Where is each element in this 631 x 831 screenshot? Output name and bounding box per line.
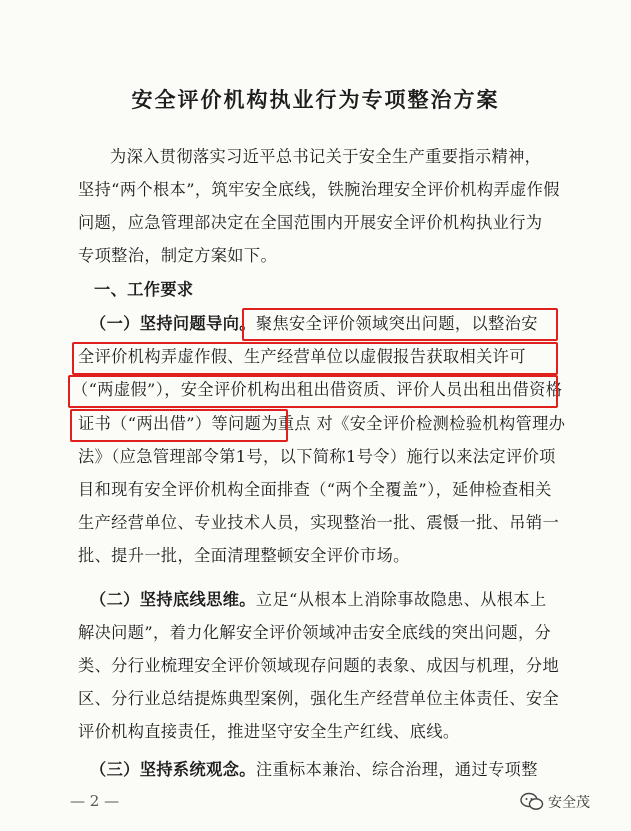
item2-label: （二）坚持底线思维。 (90, 590, 256, 609)
item2-first-line (90, 590, 590, 610)
item1-line-6: 目和现有安全评价机构全面排查（“两个全覆盖”），延伸检查相关 (78, 480, 552, 499)
item1-line-7: 生产经营单位、专业技术人员，实现整治一批、震慑一批、吊销一 (78, 513, 560, 532)
intro-line-4: 专项整治，制定方案如下。 (78, 246, 278, 265)
item3-line-1: 注重标本兼治、综合治理，通过专项整 (255, 760, 538, 779)
item1-label: （一）坚持问题导向。 (90, 314, 256, 333)
item1-line-2: 全评价机构弄虚作假、生产经营单位以虚假报告获取相关许可 (78, 347, 526, 366)
item1-line-8: 批、提升一批，全面清理整顿安全评价市场。 (78, 546, 410, 565)
document-title: 安全评价机构执业行为专项整治方案 (131, 87, 500, 112)
item2-line-5: 评价机构直接责任，推进坚守安全生产红线、底线。 (78, 722, 460, 741)
item3-label: （三）坚持系统观念。 (90, 760, 256, 779)
watermark (520, 790, 590, 814)
item2-line-4: 区、分行业总结提炼典型案例，强化生产经营单位主体责任、安全 (78, 689, 560, 708)
item2-line-2: 解决问题”，着力化解安全评价领域冲击安全底线的突出问题，分 (78, 623, 552, 642)
intro-line-2: 坚持“两个根本”，筑牢安全底线，铁腕治理安全评价机构弄虚作假 (78, 180, 560, 199)
item2-line-3: 类、分行业梳理安全评价领域现存问题的表象、成因与机理，分地 (78, 656, 560, 675)
item1-line-4-row (78, 414, 578, 434)
item1-first-line (90, 314, 590, 334)
watermark-text: 安全茂 (548, 795, 590, 811)
wechat-icon (520, 792, 544, 812)
item1-line-5: 法》（应急管理部令第1号，以下简称1号令）施行以来法定评价项 (78, 447, 556, 466)
item2-line-1: 立足“从根本上消除事故隐患、从根本上 (255, 590, 547, 609)
page-number: — 2 — (70, 792, 120, 810)
item1-line-4a: 证书（“两出借”）等问题为重点 (78, 414, 311, 433)
section-heading: 一、工作要求 (94, 280, 194, 299)
item1-line-1: 聚焦安全评价领域突出问题，以整治安 (255, 314, 538, 333)
item1-line-4b: 对《安全评价检测检验机构管理办 (316, 414, 566, 433)
item3-first-line (90, 760, 590, 780)
intro-line-3: 问题，应急管理部决定在全国范围内开展安全评价机构执业行为 (78, 213, 543, 232)
item1-line-3: （“两虚假”），安全评价机构出租出借资质、评价人员出租出借资格 (72, 380, 563, 399)
intro-line-1: 为深入贯彻落实习近平总书记关于安全生产重要指示精神， (110, 147, 542, 166)
